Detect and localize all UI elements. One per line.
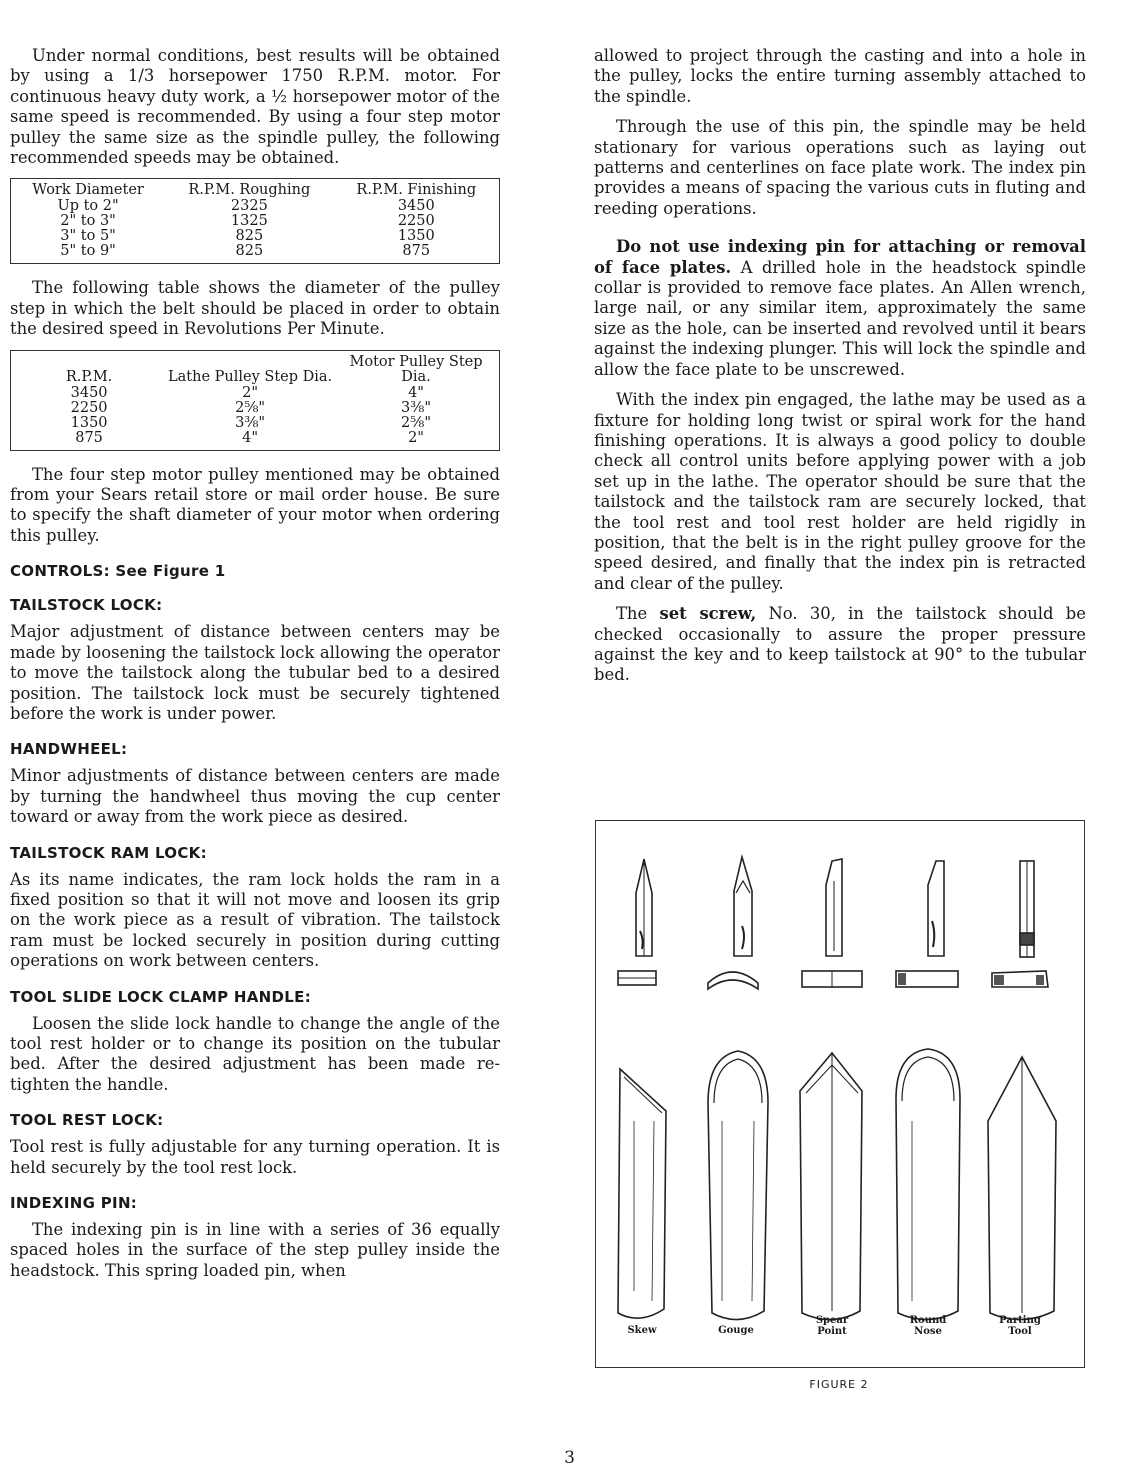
- table-cell: 2": [408, 429, 424, 446]
- table-cell: 2250: [70, 399, 108, 416]
- pulley-table-header: [11, 355, 499, 386]
- page-number: 3: [564, 1448, 575, 1468]
- tool-label-skew: Skew: [627, 1325, 657, 1336]
- table-cell: 1325: [230, 213, 268, 230]
- spear-point-tip-icon: [826, 859, 842, 956]
- table-row: [11, 229, 499, 244]
- spindle-paragraph: Through the use of this pin, the spindle may be held stationary for various operations such as laying out patterns and centerlines on face plate work. The index pin provides a means of spacing the various cuts in fluting and reeding operations.: [594, 117, 1086, 218]
- spear-point-section-icon: [802, 971, 862, 987]
- rest-lock-heading: TOOL REST LOCK:: [10, 1111, 164, 1130]
- speed-table-header: [11, 183, 499, 199]
- parting-tool-tip-icon: [1020, 861, 1034, 957]
- table-cell: 2": [242, 384, 259, 401]
- gouge-section-icon: [708, 972, 758, 989]
- table-cell: 1350: [397, 228, 435, 245]
- speed-header-roughing: R.P.M. Roughing: [188, 182, 311, 199]
- rest-lock-text: Tool rest is fully adjustable for any turning operation. It is held securely by the tool rest lock.: [10, 1137, 500, 1177]
- table-cell: 875: [75, 429, 103, 446]
- round-nose-tip-icon: [928, 861, 944, 956]
- ram-lock-heading: TAILSTOCK RAM LOCK:: [10, 843, 207, 862]
- figure-caption: FIGURE 2: [809, 1378, 869, 1391]
- intro-paragraph: Under normal conditions, best results will be obtained by using a 1/3 horsepower 1750 R.P.M. motor. For continuous heavy duty work, a ½ horsepower motor of the same speed is recommended. By using a four step motor pulley the same size as the spindle pulley, the following recommended speeds may be obtained.: [10, 46, 500, 168]
- table-row: [11, 199, 499, 214]
- right-column: [594, 46, 1086, 696]
- table-cell: 825: [235, 228, 264, 245]
- fixture-paragraph: With the index pin engaged, the lathe may be used as a fixture for holding long twist or spiral work for the hand finishing operations. It is always a good policy to double check all control units before applying power with a job set up in the lathe. The operator should be sure that the tailstock and the tailstock ram are securely locked, that the tool rest and tool rest holder are held rigidly in position, that the belt is in the right pulley groove for the speed desired, and finally that the index pin is retracted and clear of the pulley.: [594, 390, 1086, 593]
- table-cell: 3450: [70, 384, 108, 401]
- tailstock-lock-heading: TAILSTOCK LOCK:: [10, 596, 163, 615]
- tailstock-lock-text: Major adjustment of distance between centers may be made by loosening the tailstock lock allowing the operator to move the tailstock along the tubular bed to a desired position. The tailstock lock must be securely tightened before the work is under power.: [10, 622, 500, 723]
- speed-table: [10, 178, 500, 264]
- gouge-tip-icon: [734, 857, 752, 956]
- speed-header-diameter: Work Diameter: [32, 182, 144, 199]
- parting-tool-blade-icon: [988, 1057, 1056, 1320]
- round-nose-section-icon: [896, 971, 958, 987]
- table-row: [11, 214, 499, 229]
- set-screw-lead: The: [616, 604, 648, 624]
- table-cell: 5" to 9": [60, 243, 116, 260]
- face-plate-warning: Do not use indexing pin for attaching or removal of face plates.: [594, 237, 1086, 277]
- handwheel-heading: HANDWHEEL:: [10, 740, 128, 759]
- spear-point-blade-icon: [800, 1053, 862, 1320]
- left-column: [10, 46, 500, 1291]
- face-plate-text: A drilled hole in the headstock spindle collar is provided to remove face plates. An Allen wrench, large nail, or any similar item, approximately the same size as the hole, can be inserted and revolved until it bears against the indexing plunger. This will lock the spindle and allow the face plate to be unscrewed.: [594, 257, 1087, 379]
- table-cell: 2325: [230, 198, 268, 215]
- round-nose-blade-icon: [896, 1049, 960, 1320]
- table-cell: 2⅝": [235, 399, 266, 416]
- pulley-header-motor: Motor Pulley Step Dia.: [349, 353, 483, 385]
- pulley-table: [10, 350, 500, 451]
- table-cell: 825: [235, 243, 264, 260]
- skew-section-icon: [618, 971, 656, 985]
- controls-heading: CONTROLS: See Figure 1: [10, 562, 226, 581]
- parting-tool-section-icon: [992, 971, 1048, 987]
- pulley-intro-paragraph: The following table shows the diameter of the pulley step in which the belt should be placed in order to obtain the desired speed in Revolutions Per Minute.: [10, 278, 500, 339]
- tool-label-parting-tool: Parting Tool: [999, 1315, 1041, 1337]
- motor-pulley-paragraph: The four step motor pulley mentioned may be obtained from your Sears retail store or mail order house. Be sure to specify the shaft diameter of your motor when ordering this pulley.: [10, 464, 500, 545]
- table-cell: 3450: [397, 198, 435, 215]
- table-row: [11, 416, 499, 431]
- tool-illustrations: [596, 821, 1084, 1367]
- slide-lock-heading: TOOL SLIDE LOCK CLAMP HANDLE:: [10, 987, 311, 1006]
- table-row: [11, 401, 499, 416]
- pulley-header-rpm: R.P.M.: [65, 368, 113, 385]
- continued-paragraph: allowed to project through the casting and into a hole in the pulley, locks the entire turning assembly attached to the spindle.: [594, 46, 1086, 106]
- indexing-pin-heading: INDEXING PIN:: [10, 1194, 138, 1212]
- table-cell: 3⅜": [235, 414, 266, 431]
- pulley-header-lathe: Lathe Pulley Step Dia.: [168, 368, 333, 385]
- set-screw-paragraph: [594, 604, 1086, 686]
- figure-2: [595, 820, 1085, 1368]
- table-cell: 4": [408, 384, 424, 401]
- table-cell: 2⅝": [401, 414, 431, 431]
- slide-lock-text: Loosen the slide lock handle to change the angle of the tool rest holder or to change its position on the tubular bed. After the desired adjustment has been made re-tighten the handle.: [10, 1013, 500, 1094]
- table-cell: Up to 2": [57, 198, 119, 215]
- tool-label-round-nose: Round Nose: [909, 1315, 947, 1337]
- table-row: [11, 431, 499, 446]
- indexing-pin-text: The indexing pin is in line with a series of 36 equally spaced holes in the surface of the step pulley inside the headstock. This spring loaded pin, when: [10, 1220, 500, 1280]
- set-screw-text: No. 30, in the tailstock should be checked occasionally to assure the proper pressure against the key and to keep tailstock at 90° to the tubular bed.: [594, 604, 1086, 685]
- face-plate-paragraph: [594, 237, 1086, 380]
- ram-lock-text: As its name indicates, the ram lock holds the ram in a fixed position so that it will not move and loosen its grip on the work piece as a result of vibration. The tailstock ram must be locked securely in position during cutting operations on work between centers.: [10, 869, 500, 971]
- tool-label-gouge: Gouge: [718, 1325, 754, 1336]
- table-row: [11, 244, 499, 259]
- table-row: [11, 386, 499, 401]
- speed-header-finishing: R.P.M. Finishing: [356, 182, 477, 199]
- table-cell: 2" to 3": [60, 213, 116, 230]
- tool-label-spear-point: Spear Point: [815, 1315, 849, 1337]
- handwheel-text: Minor adjustments of distance between centers are made by turning the handwheel thus moving the cup center toward or away from the work piece as desired.: [10, 766, 500, 827]
- table-cell: 4": [242, 429, 259, 446]
- table-cell: 3" to 5": [60, 228, 116, 245]
- gouge-blade-icon: [708, 1051, 768, 1320]
- table-cell: 875: [402, 243, 431, 260]
- set-screw-bold: set screw,: [659, 604, 757, 624]
- skew-tip-icon: [636, 859, 652, 956]
- skew-blade-icon: [618, 1069, 666, 1318]
- table-cell: 3⅜": [401, 399, 431, 416]
- table-cell: 1350: [70, 414, 108, 431]
- table-cell: 2250: [397, 213, 435, 230]
